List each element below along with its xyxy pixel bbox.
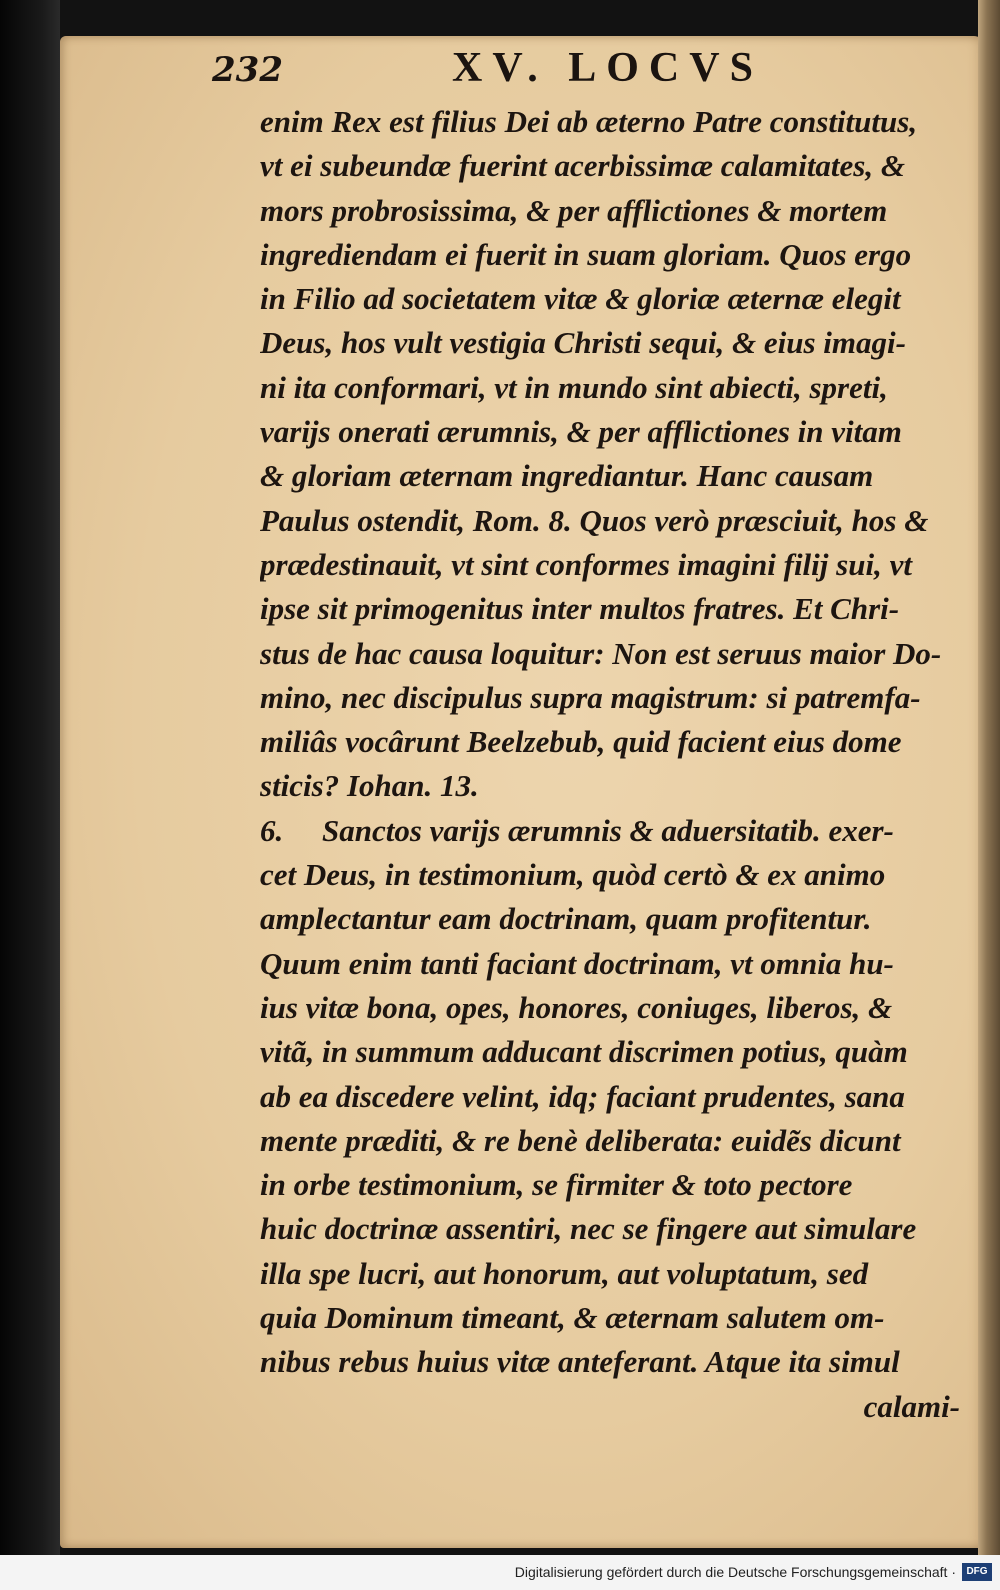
running-head: XV. LOCVS: [452, 45, 763, 91]
text-line: stus de hac causa loquitur: Non est seruus maior Do-: [260, 635, 942, 671]
footer-bar: [0, 1555, 1000, 1590]
text-line: in orbe testimonium, se firmiter & toto pectore: [260, 1167, 853, 1203]
text-line: cet Deus, in testimonium, quòd certò & ex animo: [260, 857, 886, 893]
text-line: amplectantur eam doctrinam, quam profitentur.: [260, 901, 872, 937]
text-line: varijs onerati ærumnis, & per afflictiones in vitam: [260, 414, 902, 450]
paragraph-text: Sanctos varijs ærumnis & aduersitatib. exer-: [322, 812, 894, 848]
text-line: mino, nec discipulus supra magistrum: si patremfa-: [260, 679, 921, 715]
text-line: ius vitæ bona, opes, honores, coniuges, liberos, &: [260, 989, 893, 1025]
text-line: miliâs vocârunt Beelzebub, quid facient eius dome: [260, 724, 902, 760]
text-line: & gloriam æternam ingrediantur. Hanc causam: [260, 458, 874, 494]
text-line: mente præditi, & re benè deliberata: euidẽs dicunt: [260, 1122, 901, 1158]
text-line: prædestinauit, vt sint conformes imagini filij sui, vt: [260, 546, 912, 582]
page-body: [260, 100, 960, 1429]
text-line: Deus, hos vult vestigia Christi sequi, & eius imagi-: [260, 325, 906, 361]
digitization-credit: Digitalisierung gefördert durch die Deutsche Forschungsgemeinschaft ·: [514, 1564, 956, 1580]
dfg-logo-icon: DFG: [962, 1563, 992, 1581]
text-line: in Filio ad societatem vitæ & gloriæ æternæ elegit: [260, 281, 901, 317]
book-edge-left: [0, 0, 60, 1590]
text-line: quia Dominum timeant, & æternam salutem om-: [260, 1300, 885, 1336]
text-line: ni ita conformari, vt in mundo sint abiecti, spreti,: [260, 369, 888, 405]
text-line: illa spe lucri, aut honorum, aut voluptatum, sed: [260, 1255, 869, 1291]
text-line: vitã, in summum adducant discrimen potius, quàm: [260, 1034, 908, 1070]
page-number: 232: [212, 50, 283, 90]
catchword: calami-: [863, 1388, 960, 1424]
text-line: nibus rebus huius vitæ anteferant. Atque ita simul: [260, 1344, 900, 1380]
text-line: ipse sit primogenitus inter multos fratres. Et Chri-: [260, 591, 900, 627]
text-line: Paulus ostendit, Rom. 8. Quos verò præsciuit, hos &: [260, 502, 929, 538]
text-line: enim Rex est filius Dei ab æterno Patre constitutus,: [260, 104, 918, 139]
text-line: ingrediendam ei fuerit in suam gloriam. Quos ergo: [260, 236, 912, 272]
page-header: [212, 44, 962, 104]
text-line: mors probrosissima, & per afflictiones & mortem: [260, 192, 888, 228]
paragraph-number: 6.: [260, 812, 284, 848]
text-line: sticis? Iohan. 13.: [260, 768, 479, 804]
text-line: Quum enim tanti faciant doctrinam, vt omnia hu-: [260, 945, 894, 981]
text-line: ab ea discedere velint, idq; faciant prudentes, sana: [260, 1078, 905, 1114]
book-edge-right: [978, 0, 1000, 1555]
text-line: huic doctrinæ assentiri, nec se fingere aut simulare: [260, 1211, 917, 1247]
paragraph-6-first-line: [260, 809, 960, 853]
text-line: vt ei subeundæ fuerint acerbissimæ calamitates, &: [260, 148, 905, 184]
